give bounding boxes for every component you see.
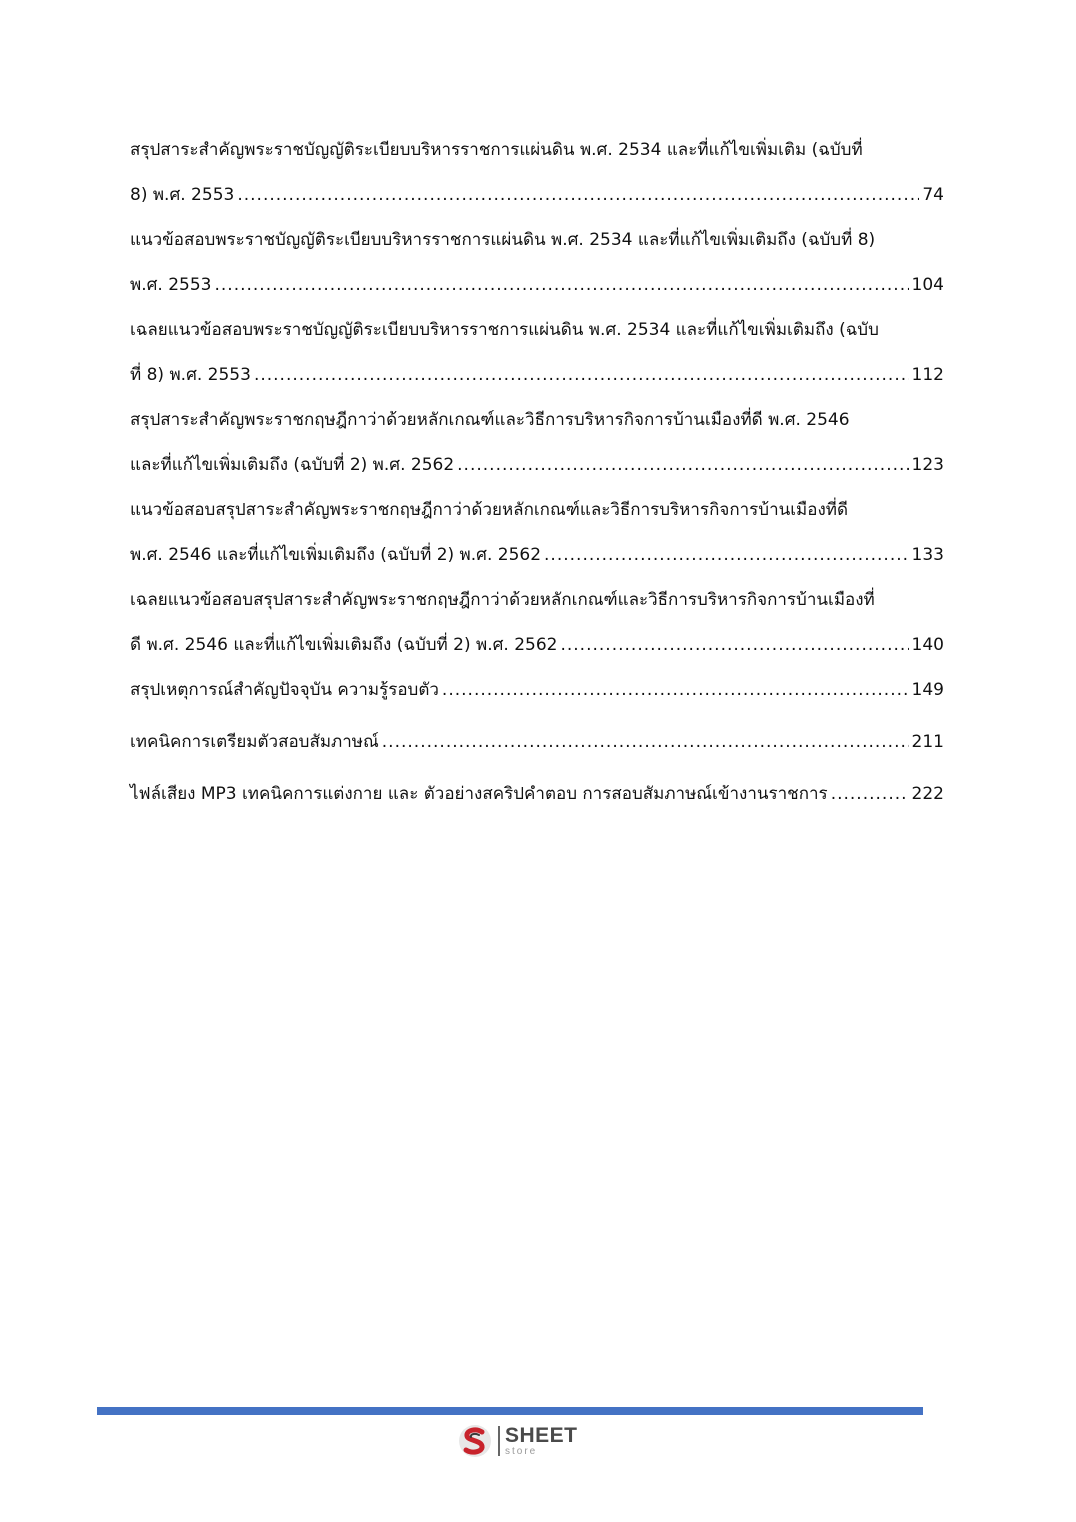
toc-entry-last-line [130, 173, 944, 218]
toc-entry-title-line2: พ.ศ. 2546 และที่แก้ไขเพิ่มเติมถึง (ฉบับที่ 2) พ.ศ. 2562 [130, 545, 542, 565]
toc-entry-last-line [130, 533, 944, 578]
toc-page-number: 133 [911, 545, 944, 565]
dot-leader [382, 720, 909, 765]
toc-entry-last-line [130, 720, 944, 765]
toc-entry-title-line1: แนวข้อสอบสรุปสาระสำคัญพระราชกฤษฎีกาว่าด้วยหลักเกณฑ์และวิธีการบริหารกิจการบ้านเมืองที่ดี [130, 500, 849, 520]
toc-entry-title: สรุปเหตุการณ์สำคัญปัจจุบัน ความรู้รอบตัว [130, 680, 439, 700]
dot-leader [442, 668, 909, 713]
toc-entry[interactable] [130, 218, 944, 308]
toc-entry-title-line2: ดี พ.ศ. 2546 และที่แก้ไขเพิ่มเติมถึง (ฉบับที่ 2) พ.ศ. 2562 [130, 635, 558, 655]
toc-entry-title-line1: เฉลยแนวข้อสอบสรุปสาระสำคัญพระราชกฤษฎีกาว่าด้วยหลักเกณฑ์และวิธีการบริหารกิจการบ้านเมืองที่ [130, 590, 875, 610]
logo-text [505, 1425, 578, 1457]
toc-page-number: 123 [911, 455, 944, 475]
logo-wordmark: SHEET [505, 1424, 578, 1447]
toc-entry[interactable] [130, 128, 944, 218]
toc-entry[interactable] [130, 772, 944, 824]
toc-entry-title-line2: และที่แก้ไขเพิ่มเติมถึง (ฉบับที่ 2) พ.ศ. 2562 [130, 455, 455, 475]
toc-entry-last-line [130, 443, 944, 488]
toc-entry-last-line [130, 772, 944, 817]
toc-page-number: 112 [911, 365, 944, 385]
toc-entry-title-line1: เฉลยแนวข้อสอบพระราชบัญญัติระเบียบบริหารราชการแผ่นดิน พ.ศ. 2534 และที่แก้ไขเพิ่มเติมถึง (ฉบับ [130, 320, 879, 340]
toc-entry[interactable] [130, 578, 944, 668]
toc-entry-last-line [130, 668, 944, 713]
dot-leader [544, 533, 909, 578]
toc-entry-title: ไฟล์เสียง MP3 เทคนิคการแต่งกาย และ ตัวอย่างสคริปคำตอบ การสอบสัมภาษณ์เข้างานราชการ [130, 784, 828, 804]
toc-entry[interactable] [130, 398, 944, 488]
toc-entry[interactable] [130, 668, 944, 720]
toc-page-number: 211 [911, 732, 944, 752]
sheet-store-logo [456, 1421, 596, 1461]
dot-leader [560, 623, 908, 668]
toc-page-number: 140 [911, 635, 944, 655]
toc-entry-title: เทคนิคการเตรียมตัวสอบสัมภาษณ์ [130, 732, 379, 752]
toc-page-number: 104 [911, 275, 944, 295]
toc-entry-last-line [130, 353, 944, 398]
dot-leader [214, 263, 908, 308]
toc-entry-last-line [130, 623, 944, 668]
toc-page-number: 149 [911, 680, 944, 700]
table-of-contents [130, 128, 944, 824]
toc-entry-last-line [130, 263, 944, 308]
sheet-store-s-logo-icon [456, 1422, 494, 1460]
logo-subtitle: store [505, 1446, 538, 1457]
dot-leader [254, 353, 909, 398]
footer-rule [97, 1407, 923, 1415]
dot-leader [457, 443, 908, 488]
dot-leader [831, 772, 909, 817]
toc-entry-title-line1: แนวข้อสอบพระราชบัญญัติระเบียบบริหารราชการแผ่นดิน พ.ศ. 2534 และที่แก้ไขเพิ่มเติมถึง (ฉบับที่ 8) [130, 230, 876, 250]
toc-entry-title-line2: 8) พ.ศ. 2553 [130, 185, 235, 205]
toc-entry-title-line1: สรุปสาระสำคัญพระราชบัญญัติระเบียบบริหารราชการแผ่นดิน พ.ศ. 2534 และที่แก้ไขเพิ่มเติม (ฉบับที่ [130, 140, 863, 160]
toc-entry[interactable] [130, 720, 944, 772]
toc-page-number: 74 [922, 185, 944, 205]
toc-entry[interactable] [130, 488, 944, 578]
logo-divider [498, 1426, 500, 1456]
toc-entry-title-line1: สรุปสาระสำคัญพระราชกฤษฎีกาว่าด้วยหลักเกณฑ์และวิธีการบริหารกิจการบ้านเมืองที่ดี พ.ศ. 2546 [130, 410, 850, 430]
toc-entry-title-line2: ที่ 8) พ.ศ. 2553 [130, 365, 251, 385]
toc-entry[interactable] [130, 308, 944, 398]
toc-entry-title-line2: พ.ศ. 2553 [130, 275, 212, 295]
toc-page-number: 222 [911, 784, 944, 804]
dot-leader [237, 173, 919, 218]
